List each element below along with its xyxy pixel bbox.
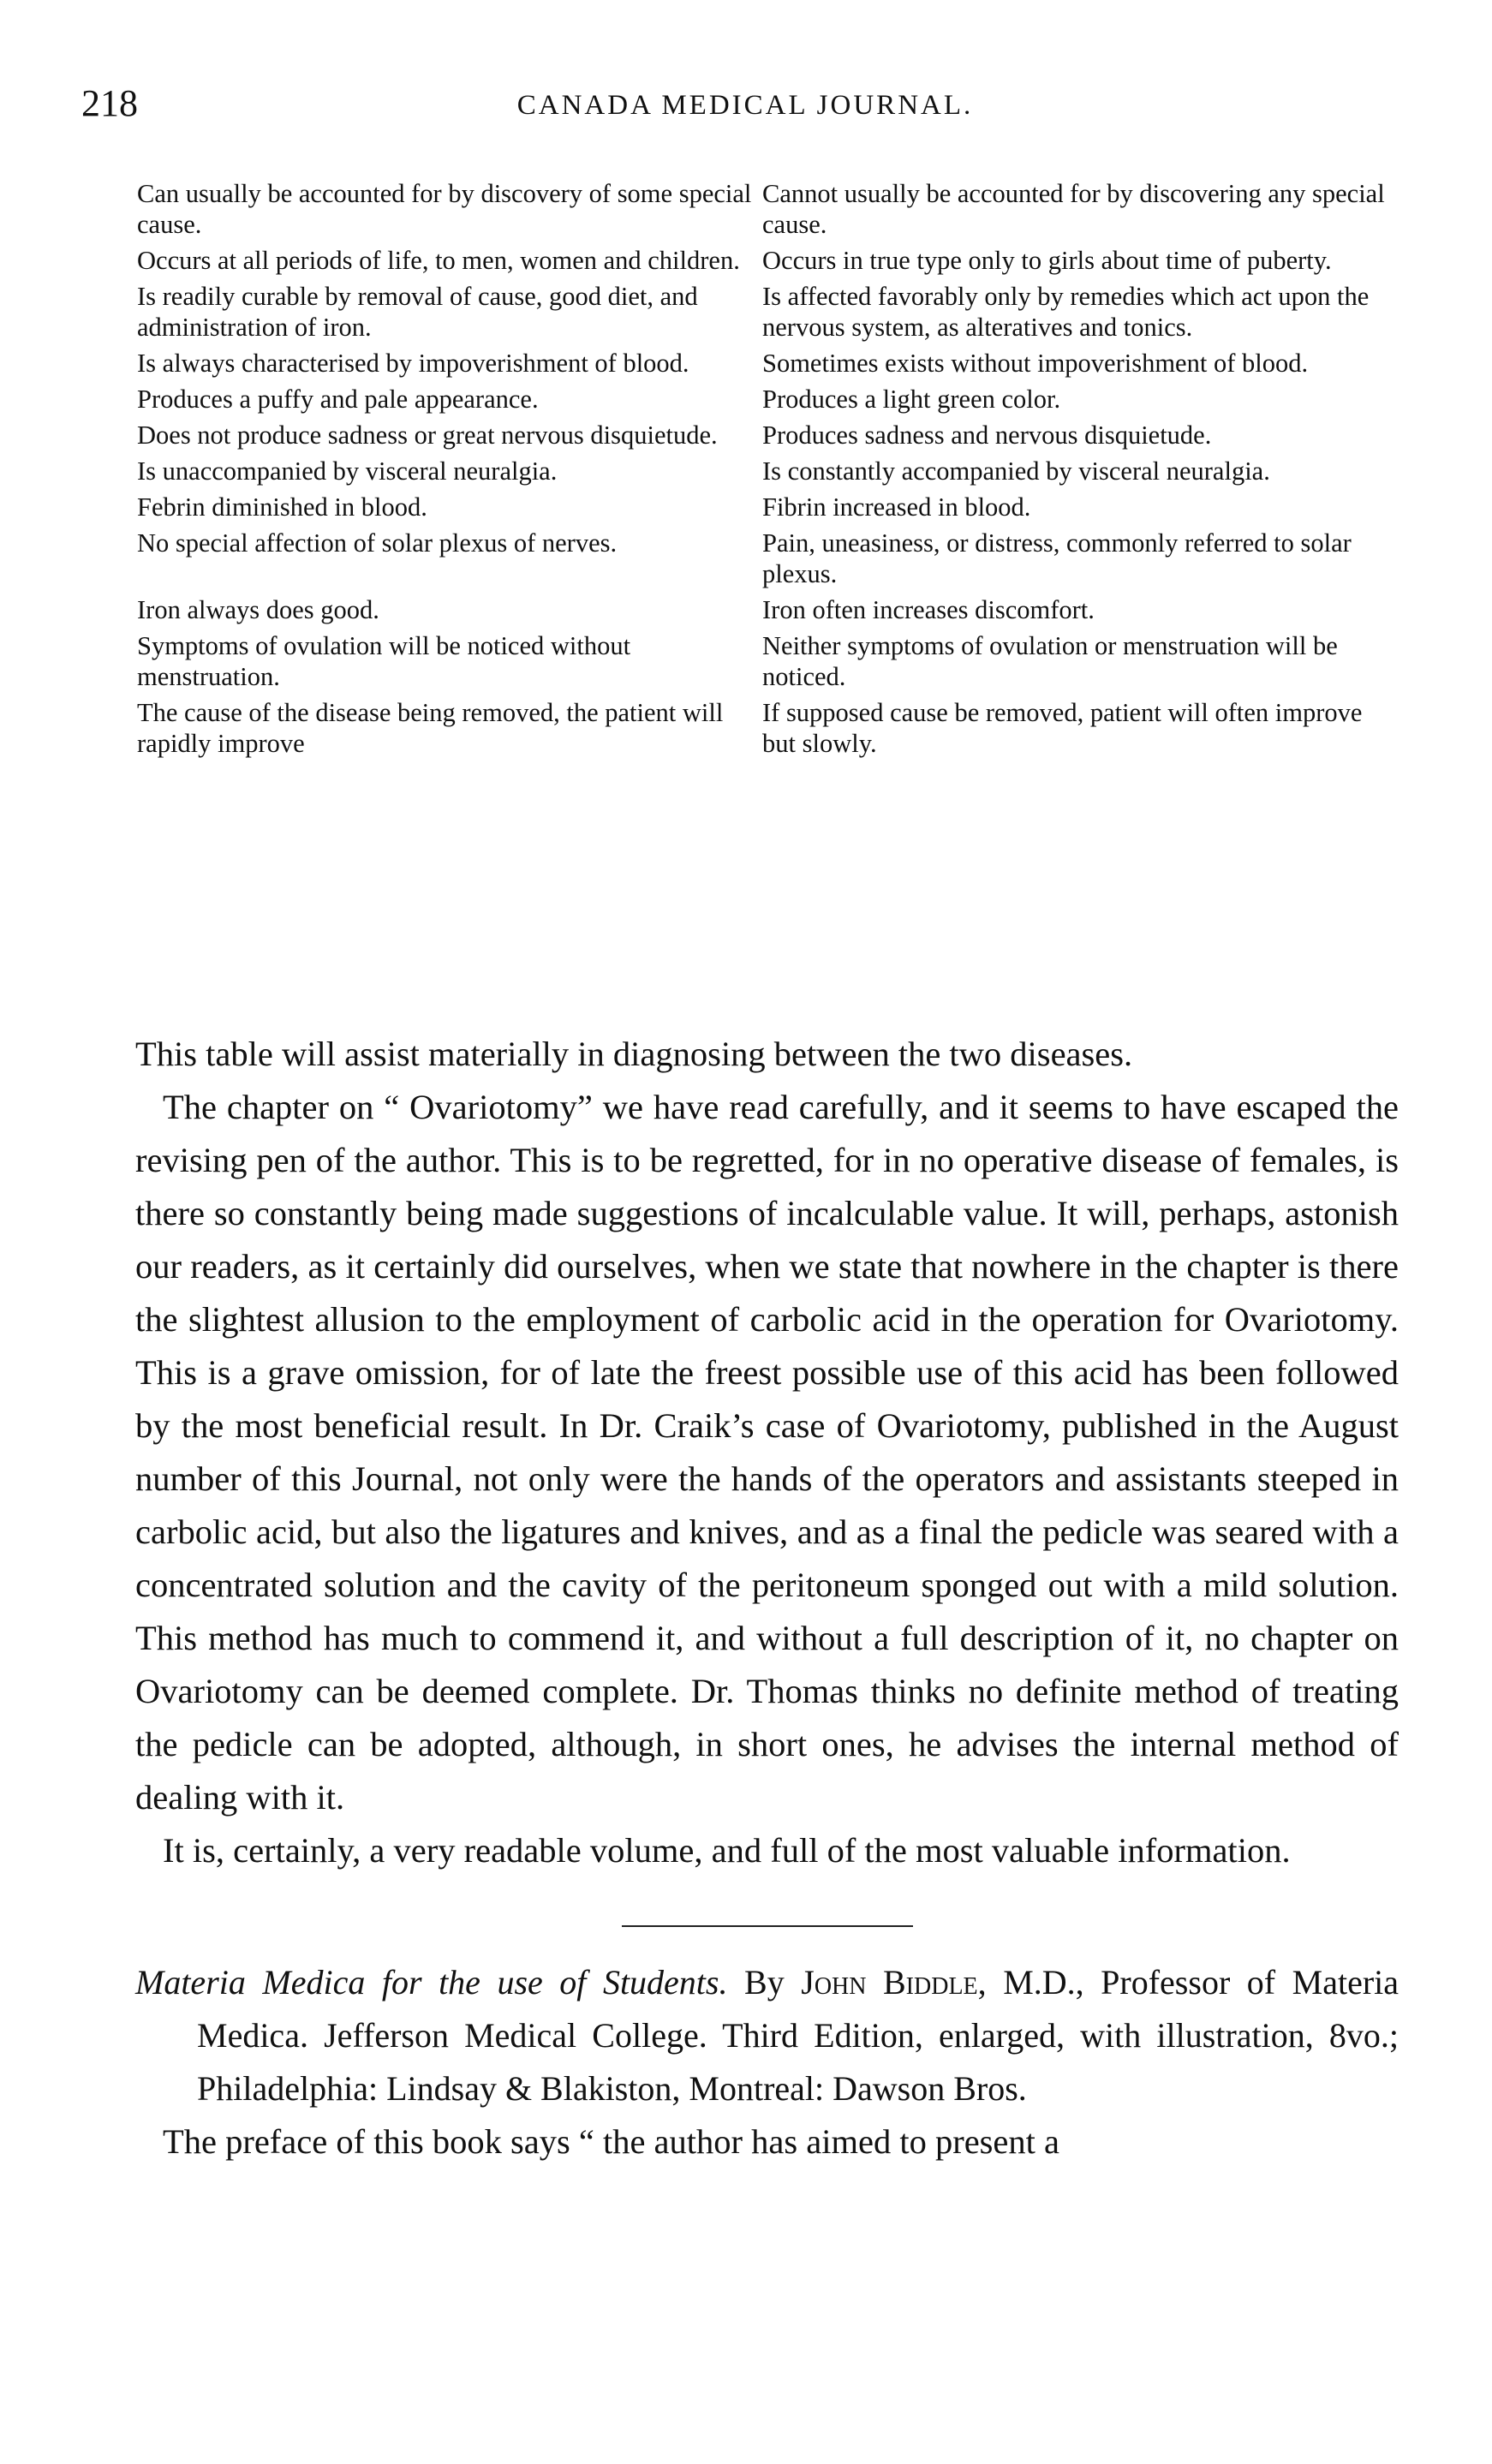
book-title: Materia Medica for the use of Students.	[135, 1963, 728, 2002]
table-row	[137, 697, 1396, 759]
table-cell-left: Iron always does good.	[137, 595, 379, 624]
page-number: 218	[81, 82, 138, 124]
table-cell-left: Is unaccompanied by visceral neuralgia.	[137, 456, 558, 486]
table-cell-right: Pain, uneasiness, or distress, commonly referred to solar plexus.	[762, 528, 1352, 588]
paragraph-ovariotomy: The chapter on “ Ovariotomy” we have read carefully, and it seems to have escaped the revising pen of the author. This is to be regretted, for in no operative disease of females, is there so constantly being made suggestions of incalculable value. It will, perhaps, astonish our readers, as it certainly did ourselves, when we state that nowhere in the chapter is there the slightest allusion to the employment of carbolic acid in the operation for Ovariotomy. This is a grave omission, for of late the freest possible use of this acid has been followed by the most beneficial result. In Dr. Craik’s case of Ovariotomy, published in the August number of this Journal, not only were the hands of the operators and assistants steeped in carbolic acid, but also the ligatures and knives, and as a final the pedicle was seared with a concentrated solution and the cavity of the peritoneum sponged out with a mild solution. This method has much to commend it, and without a full description of it, no chapter on Ovariotomy can be deemed complete. Dr. Thomas thinks no definite method of treating the pedicle can be adopted, although, in short ones, he advises the internal method of dealing with it.	[135, 1088, 1399, 1817]
book-by: By	[744, 1963, 785, 2002]
comparison-table	[137, 178, 1396, 764]
table-cell-right: Produces sadness and nervous disquietude.	[762, 421, 1212, 450]
table-cell-right: Iron often increases discomfort.	[762, 595, 1095, 624]
page-header	[81, 81, 1409, 133]
table-cell-right: Produces a light green color.	[762, 385, 1061, 414]
table-cell-right: Is constantly accompanied by visceral neuralgia.	[762, 456, 1270, 486]
paragraph-preface: The preface of this book says “ the author has aimed to present a	[163, 2122, 1060, 2161]
table-cell-left: Symptoms of ovulation will be noticed without menstruation.	[137, 631, 631, 691]
paragraph-conclusion: It is, certainly, a very readable volume, and full of the most valuable information.	[163, 1831, 1291, 1870]
article-body	[135, 1028, 1399, 2169]
table-cell-right: Neither symptoms of ovulation or menstruation will be noticed.	[762, 631, 1338, 691]
book-details: M.D., Professor of Materia Medica. Jefferson Medical College. Third Edition, enlarged, with illustration, 8vo.; Philadelphia: Lindsay & Blakiston, Montreal: Dawson Bros.	[197, 1963, 1399, 2108]
table-cell-right: Fibrin increased in blood.	[762, 492, 1031, 522]
table-row	[137, 420, 1396, 450]
table-cell-left: Does not produce sadness or great nervous disquietude.	[137, 421, 718, 450]
table-cell-left: No special affection of solar plexus of nerves.	[137, 528, 618, 558]
table-cell-left: Can usually be accounted for by discovery of some special cause.	[137, 179, 752, 239]
table-row	[137, 245, 1396, 276]
table-cell-left: Is always characterised by impoverishment of blood.	[137, 349, 689, 378]
table-cell-left: Occurs at all periods of life, to men, women and children.	[137, 246, 740, 275]
paragraph-table-summary: This table will assist materially in diagnosing between the two diseases.	[135, 1035, 1133, 1073]
table-row	[137, 178, 1396, 240]
table-row	[137, 348, 1396, 379]
table-row	[137, 630, 1396, 692]
table-row	[137, 281, 1396, 343]
table-cell-left: Produces a puffy and pale appearance.	[137, 385, 539, 414]
table-cell-left: Is readily curable by removal of cause, good diet, and administration of iron.	[137, 282, 698, 342]
table-row	[137, 384, 1396, 415]
book-review-heading	[135, 1956, 1399, 2115]
section-divider	[622, 1925, 913, 1927]
table-row	[137, 594, 1396, 625]
book-author: John Biddle,	[801, 1963, 987, 2002]
table-cell-right: Occurs in true type only to girls about time of puberty.	[762, 246, 1332, 275]
table-cell-left: The cause of the disease being removed, the patient will rapidly improve	[137, 698, 724, 758]
table-row	[137, 456, 1396, 486]
table-cell-right: Sometimes exists without impoverishment of blood.	[762, 349, 1309, 378]
table-cell-right: If supposed cause be removed, patient will often improve but slowly.	[762, 698, 1363, 758]
table-cell-left: Febrin diminished in blood.	[137, 492, 427, 522]
table-cell-right: Cannot usually be accounted for by discovering any special cause.	[762, 179, 1385, 239]
running-head: CANADA MEDICAL JOURNAL.	[516, 90, 974, 121]
table-row	[137, 528, 1396, 589]
table-row	[137, 492, 1396, 522]
table-cell-right: Is affected favorably only by remedies which act upon the nervous system, as alteratives and tonics.	[762, 282, 1370, 342]
